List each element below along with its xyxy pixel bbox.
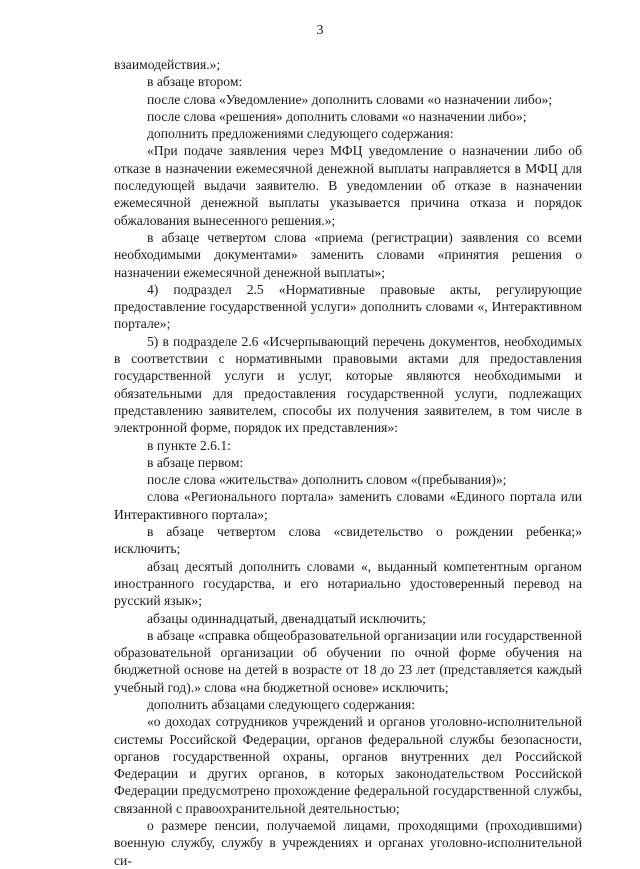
- paragraph: 4) подраздел 2.5 «Нормативные правовые акты, регулирующие предоставление государственной услуги» дополнить словами «, Интерактивном портале»;: [114, 281, 582, 332]
- paragraph: «о доходах сотрудников учреждений и органов уголовно-исполнительной системы Российской Федерации, органов федеральной службы безопасности, органов государственной охраны, органов внутренних дел Российской Федерации и других органов, в которых законодательством Российской Федерации предусмотрено прохождение федеральной государственной службы, связанной с правоохранительной деятельностью;: [114, 714, 582, 816]
- paragraph: 5) в подразделе 2.6 «Исчерпывающий перечень документов, необходимых в соответствии с нормативными правовыми актами для предоставления государственной услуги и услуг, которые являются необходимыми и обязательными для предоставления государственной услуги, подлежащих представлению заявителем, способы их получения заявителем, в том числе в электронной форме, порядок их представления»:: [114, 333, 582, 436]
- paragraph: в абзаце «справка общеобразовательной организации или государственной образовательной организации об обучении по очной форме обучения на бюджетной основе на детей в возрасте от 18 до 23 лет (представляется каждый учебный год).» слова «на бюджетной основе» исключить;: [114, 627, 582, 695]
- paragraph: абзацы одиннадцатый, двенадцатый исключить;: [147, 610, 426, 626]
- paragraph: о размере пенсии, получаемой лицами, проходящими (проходившими) военную службу, службу в учреждениях и органах уголовно-исполнительной си-: [114, 818, 582, 868]
- paragraph: дополнить предложениями следующего содержания:: [147, 126, 454, 142]
- page-number: 3: [316, 23, 324, 38]
- document-body: [114, 56, 582, 869]
- paragraph: в абзаце четвертом слова «приема (регистрации) заявления со всеми необходимыми документами» заменить словами «принятия решения о назначении ежемесячной денежной выплаты»;: [114, 229, 582, 280]
- paragraph: в абзаце первом:: [147, 454, 244, 470]
- paragraph: после слова «Уведомление» дополнить словами «о назначении либо»;: [147, 91, 553, 107]
- paragraph: абзац десятый дополнить словами «, выданный компетентным органом иностранного государства, и его нотариально удостоверенный перевод на русский язык»;: [114, 558, 582, 609]
- paragraph: взаимодействия.»;: [114, 57, 221, 72]
- paragraph: в пункте 2.6.1:: [147, 437, 231, 453]
- paragraph: после слова «решения» дополнить словами «о назначении либо»;: [147, 108, 527, 124]
- paragraph: в абзаце втором:: [147, 74, 243, 90]
- paragraph: после слова «жительства» дополнить словом «(пребывания)»;: [147, 472, 507, 488]
- paragraph: слова «Регионального портала» заменить словами «Единого портала или Интерактивного портала»;: [114, 489, 582, 522]
- paragraph: дополнить абзацами следующего содержания:: [147, 696, 416, 712]
- paragraph: в абзаце четвертом слова «свидетельство о рождении ребенка;» исключить;: [114, 524, 582, 557]
- paragraph: «При подаче заявления через МФЦ уведомление о назначении либо об отказе в назначении ежемесячной денежной выплаты направляется в МФЦ для последующей выдачи заявителю. В уведомлении об отказе в назначении ежемесячной денежной выплаты указывается причина отказа и порядок обжалования вынесенного решения.»;: [114, 143, 582, 228]
